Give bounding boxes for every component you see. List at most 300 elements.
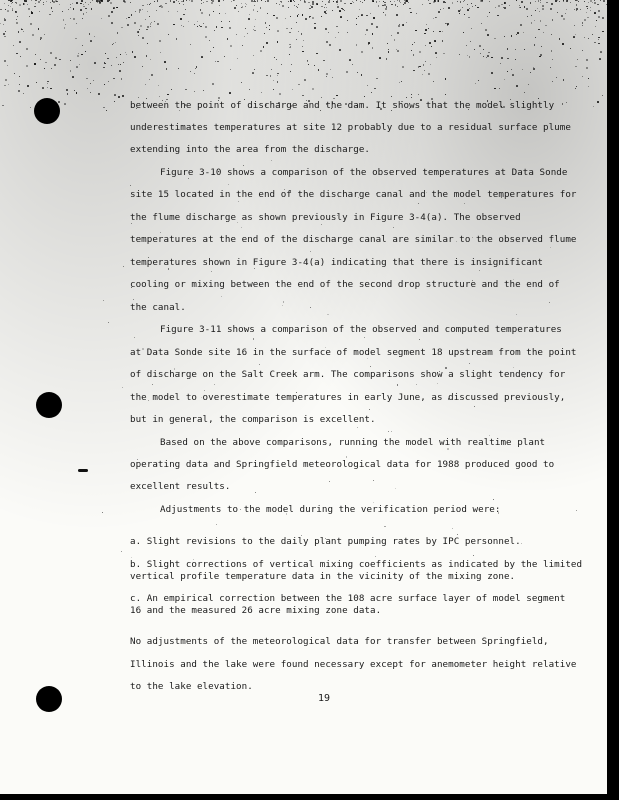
scan-speckle	[469, 56, 471, 58]
scan-speckle	[394, 1, 395, 2]
scan-speckle	[249, 89, 250, 90]
scan-speckle	[335, 37, 336, 38]
scan-speckle	[361, 74, 362, 75]
scan-speckle	[92, 0, 93, 1]
scan-speckle	[159, 96, 160, 97]
scan-speckle	[233, 0, 234, 1]
scan-speckle	[99, 1, 101, 3]
scan-speckle	[64, 103, 66, 105]
scan-speckle	[290, 16, 291, 17]
text-line: Based on the above comparisons, running the model with realtime plant	[160, 437, 546, 448]
scan-speckle	[145, 19, 146, 20]
scan-speckle	[0, 23, 1, 24]
scan-speckle	[577, 59, 578, 60]
scan-speckle	[356, 0, 357, 1]
scan-speckle	[24, 0, 25, 1]
scan-speckle	[442, 40, 444, 42]
scan-speckle	[429, 42, 430, 43]
scan-speckle	[459, 13, 460, 14]
scan-speckle	[511, 69, 512, 70]
scan-speckle	[223, 0, 224, 1]
scan-speckle	[507, 71, 508, 72]
scan-speckle	[282, 305, 283, 306]
scan-speckle	[526, 8, 528, 10]
scan-speckle	[364, 337, 365, 338]
scan-speckle	[234, 0, 235, 1]
scan-speckle	[264, 33, 265, 34]
scan-speckle	[370, 366, 371, 367]
scan-speckle	[350, 3, 352, 5]
scan-speckle	[302, 46, 303, 47]
scan-speckle	[397, 50, 399, 52]
scan-speckle	[5, 9, 6, 10]
scan-speckle	[575, 66, 576, 67]
scan-speckle	[332, 10, 333, 11]
scan-speckle	[586, 67, 588, 69]
scan-speckle	[46, 1, 47, 2]
scan-speckle	[588, 78, 589, 79]
scan-speckle	[168, 34, 169, 35]
scan-speckle	[82, 18, 83, 19]
scan-speckle	[221, 21, 223, 23]
scan-speckle	[422, 74, 423, 75]
scan-speckle	[31, 0, 32, 1]
scan-speckle	[73, 18, 75, 20]
scan-speckle	[530, 2, 531, 3]
scan-speckle	[326, 10, 327, 11]
scan-speckle	[371, 92, 372, 93]
scan-speckle	[146, 98, 147, 99]
scan-speckle	[154, 21, 155, 22]
scan-speckle	[379, 1, 380, 2]
scan-speckle	[308, 2, 310, 4]
scan-speckle	[157, 23, 159, 25]
scan-speckle	[245, 3, 246, 4]
page-number: 19	[318, 693, 331, 704]
scan-speckle	[540, 20, 541, 21]
scan-speckle	[308, 64, 309, 65]
scan-speckle	[12, 2, 13, 3]
scan-speckle	[528, 84, 530, 86]
scan-speckle	[539, 56, 540, 57]
scan-speckle	[147, 4, 148, 5]
scan-speckle	[277, 41, 279, 43]
scan-speckle	[10, 0, 12, 2]
scan-speckle	[221, 27, 223, 29]
scan-speckle	[290, 46, 291, 47]
scan-speckle	[418, 94, 419, 95]
scan-speckle	[238, 201, 239, 202]
scan-speckle	[195, 68, 196, 69]
scan-speckle	[194, 73, 195, 74]
scan-speckle	[21, 29, 22, 30]
scan-speckle	[489, 1, 490, 2]
scan-speckle	[551, 50, 553, 52]
scan-speckle	[356, 18, 357, 19]
list-item: a. Slight revisions to the daily plant pumping rates by IPC personnel.	[130, 536, 521, 547]
scan-speckle	[269, 29, 270, 30]
scan-speckle	[531, 22, 532, 23]
scan-speckle	[247, 33, 248, 34]
scan-speckle	[401, 81, 402, 82]
scan-speckle	[44, 68, 45, 69]
scan-speckle	[336, 95, 338, 97]
scan-speckle	[540, 0, 541, 1]
scan-speckle	[304, 1, 305, 2]
scan-speckle	[487, 16, 488, 17]
scan-speckle	[39, 11, 40, 12]
scan-speckle	[225, 13, 226, 14]
scan-speckle	[98, 93, 100, 95]
scan-speckle	[147, 26, 148, 27]
scan-speckle	[445, 78, 447, 80]
scan-speckle	[25, 0, 27, 2]
scan-speckle	[42, 87, 44, 89]
scan-speckle	[30, 107, 31, 108]
scan-speckle	[425, 29, 427, 31]
scan-speckle	[373, 502, 374, 503]
scan-speckle	[393, 227, 394, 228]
scan-speckle	[397, 384, 398, 385]
scan-speckle	[504, 7, 506, 9]
scan-speckle	[501, 57, 502, 58]
scan-speckle	[365, 34, 366, 35]
scan-speckle	[550, 67, 551, 68]
text-line: temperatures shown in Figure 3-4(a) indicating that there is insignificant	[130, 257, 544, 268]
scan-speckle	[94, 62, 96, 64]
scan-speckle	[123, 266, 124, 267]
scan-speckle	[177, 11, 178, 12]
scan-speckle	[289, 47, 290, 48]
scan-speckle	[183, 14, 185, 16]
scan-speckle	[263, 46, 265, 48]
text-line: between the point of discharge and the dam. It shows that the model slightly	[130, 100, 555, 111]
scan-speckle	[35, 3, 36, 4]
scan-speckle	[110, 2, 112, 4]
scan-speckle	[114, 101, 115, 102]
scan-speckle	[524, 92, 525, 93]
scan-speckle	[16, 53, 17, 54]
scan-speckle	[452, 2, 454, 4]
scan-speckle	[15, 11, 17, 13]
scan-speckle	[385, 14, 387, 16]
list-item: c. An empirical correction between the 108 acre surface layer of model segment	[130, 593, 566, 604]
scan-speckle	[205, 36, 207, 38]
scan-speckle	[181, 1, 183, 3]
punch-hole-top	[34, 98, 60, 124]
scan-speckle	[201, 3, 202, 4]
scan-speckle	[344, 3, 346, 5]
scan-speckle	[411, 50, 412, 51]
scan-speckle	[487, 55, 489, 57]
scan-speckle	[34, 6, 35, 7]
scan-speckle	[254, 69, 255, 70]
scan-speckle	[97, 2, 98, 3]
scan-speckle	[70, 4, 71, 5]
scan-speckle	[592, 34, 593, 35]
scan-speckle	[326, 41, 328, 43]
scan-speckle	[469, 363, 470, 364]
scan-speckle	[570, 48, 571, 49]
scan-speckle	[575, 88, 576, 89]
scan-speckle	[464, 203, 465, 204]
scan-speckle	[185, 9, 186, 10]
scan-speckle	[447, 24, 448, 25]
scan-speckle	[276, 59, 277, 60]
scan-speckle	[520, 7, 521, 8]
scan-speckle	[13, 45, 14, 46]
scan-speckle	[598, 16, 600, 18]
scan-speckle	[467, 55, 468, 56]
text-line: the flume discharge as shown previously in Figure 3-4(a). The observed	[130, 212, 521, 223]
scan-speckle	[179, 3, 180, 4]
scan-speckle	[372, 47, 374, 49]
scan-speckle	[151, 74, 153, 76]
scan-speckle	[586, 59, 588, 61]
scan-speckle	[312, 17, 314, 19]
scan-speckle	[20, 56, 21, 57]
scan-speckle	[436, 57, 437, 58]
scan-speckle	[587, 17, 588, 18]
scan-speckle	[159, 40, 161, 42]
scan-speckle	[504, 36, 505, 37]
scan-speckle	[485, 29, 487, 31]
scan-speckle	[183, 4, 184, 5]
scan-speckle	[27, 4, 29, 6]
scan-speckle	[224, 56, 225, 57]
scan-speckle	[314, 65, 315, 66]
scan-speckle	[403, 24, 404, 25]
scan-speckle	[397, 0, 398, 1]
scan-speckle	[30, 23, 31, 24]
scan-speckle	[494, 88, 496, 90]
scan-speckle	[273, 80, 274, 81]
scan-speckle	[113, 7, 115, 9]
scan-speckle	[539, 11, 540, 12]
scan-speckle	[104, 84, 105, 85]
scan-speckle	[40, 39, 41, 40]
scan-speckle	[161, 6, 163, 8]
scan-speckle	[435, 17, 436, 18]
scan-speckle	[18, 31, 20, 33]
scan-speckle	[271, 160, 272, 161]
scan-speckle	[471, 28, 472, 29]
scan-speckle	[592, 2, 593, 3]
scan-speckle	[462, 7, 463, 8]
scan-speckle	[307, 61, 308, 62]
scan-speckle	[434, 0, 436, 2]
scan-speckle	[347, 20, 348, 21]
scan-speckle	[411, 94, 412, 95]
scan-speckle	[347, 32, 348, 33]
scan-speckle	[121, 27, 122, 28]
scan-speckle	[168, 11, 169, 12]
scan-speckle	[53, 1, 55, 3]
scan-speckle	[290, 71, 291, 72]
scan-edge-bottom	[0, 794, 619, 800]
scan-speckle	[424, 70, 425, 71]
scan-speckle	[62, 11, 63, 12]
scan-speckle	[524, 49, 525, 50]
scan-speckle	[474, 406, 475, 407]
scan-speckle	[517, 32, 519, 34]
scan-speckle	[598, 39, 599, 40]
scan-speckle	[80, 9, 82, 11]
scan-speckle	[521, 1, 523, 3]
scan-speckle	[116, 57, 118, 59]
scan-speckle	[51, 68, 52, 69]
scan-speckle	[210, 51, 211, 52]
scan-speckle	[452, 528, 453, 529]
scan-speckle	[562, 103, 563, 104]
scan-speckle	[586, 12, 587, 13]
scan-speckle	[281, 64, 282, 65]
scan-speckle	[368, 44, 369, 45]
scan-speckle	[10, 6, 11, 7]
scan-speckle	[460, 9, 461, 10]
scan-speckle	[357, 427, 358, 428]
scan-speckle	[280, 1, 281, 2]
scan-speckle	[45, 62, 47, 64]
scan-speckle	[362, 2, 364, 4]
scan-speckle	[563, 18, 565, 20]
scan-speckle	[431, 46, 432, 47]
scan-speckle	[576, 10, 578, 12]
scan-speckle	[244, 36, 245, 37]
scan-speckle	[43, 2, 44, 3]
scan-speckle	[584, 37, 585, 38]
scan-speckle	[108, 322, 109, 323]
scan-speckle	[500, 63, 501, 64]
scan-speckle	[425, 45, 426, 46]
scan-speckle	[165, 3, 167, 5]
scan-speckle	[310, 5, 311, 6]
scan-speckle	[201, 56, 203, 58]
scan-speckle	[254, 26, 255, 27]
scan-speckle	[108, 81, 109, 82]
scan-speckle	[509, 5, 510, 6]
scan-speckle	[54, 64, 56, 66]
scan-speckle	[481, 23, 482, 24]
scan-speckle	[472, 6, 473, 7]
scan-speckle	[430, 64, 431, 65]
scan-speckle	[416, 13, 417, 14]
scan-speckle	[251, 0, 252, 1]
scan-speckle	[488, 52, 490, 54]
scan-speckle	[504, 2, 506, 4]
scan-speckle	[8, 84, 9, 85]
scan-speckle	[594, 42, 595, 43]
scan-speckle	[358, 16, 359, 17]
scan-speckle	[561, 15, 563, 17]
scan-speckle	[445, 94, 446, 95]
scan-speckle	[231, 1, 232, 2]
scan-speckle	[291, 28, 292, 29]
scan-speckle	[302, 95, 303, 96]
scan-speckle	[383, 12, 384, 13]
scan-speckle	[271, 69, 272, 70]
scan-speckle	[470, 41, 471, 42]
scan-speckle	[255, 19, 256, 20]
scan-speckle	[201, 0, 202, 1]
scan-speckle	[126, 54, 127, 55]
scan-speckle	[227, 38, 229, 40]
scan-speckle	[219, 13, 220, 14]
scan-speckle	[218, 0, 220, 2]
scan-speckle	[390, 1, 391, 2]
scan-speckle	[236, 34, 237, 35]
scan-speckle	[294, 1, 295, 2]
scan-speckle	[602, 17, 604, 19]
scan-speckle	[515, 59, 516, 60]
scan-speckle	[237, 58, 238, 59]
scan-speckle	[89, 33, 90, 34]
scan-speckle	[343, 9, 344, 10]
scan-speckle	[81, 0, 83, 2]
scan-speckle	[587, 8, 588, 9]
scan-speckle	[533, 68, 535, 70]
scan-speckle	[19, 84, 20, 85]
scan-speckle	[4, 3, 5, 4]
scan-speckle	[296, 22, 297, 23]
scan-speckle	[73, 8, 74, 9]
scan-speckle	[438, 0, 440, 2]
scan-speckle	[156, 10, 157, 11]
text-line: Illinois and the lake were found necessary except for anemometer height relative	[130, 659, 577, 670]
scan-speckle	[255, 492, 256, 493]
scan-speckle	[203, 23, 205, 25]
text-line: site 15 located in the end of the discharge canal and the model temperatures for	[130, 189, 577, 200]
scan-speckle	[340, 16, 342, 18]
scan-speckle	[371, 23, 373, 25]
scan-speckle	[90, 40, 92, 42]
scan-speckle	[482, 0, 483, 1]
scan-speckle	[205, 26, 207, 28]
scan-speckle	[49, 14, 50, 15]
scan-speckle	[19, 4, 21, 6]
scan-speckle	[489, 12, 490, 13]
scan-speckle	[428, 73, 430, 75]
scan-speckle	[211, 271, 212, 272]
scan-speckle	[321, 97, 322, 98]
scan-speckle	[283, 301, 284, 302]
scan-speckle	[253, 55, 254, 56]
scan-speckle	[7, 10, 9, 12]
scan-speckle	[219, 5, 220, 6]
scan-speckle	[246, 4, 247, 5]
scan-speckle	[586, 6, 588, 8]
scan-speckle	[474, 49, 475, 50]
scan-speckle	[196, 66, 198, 68]
scan-speckle	[538, 98, 539, 99]
scan-speckle	[139, 29, 140, 30]
scan-speckle	[51, 7, 53, 9]
scan-speckle	[150, 23, 152, 25]
scan-speckle	[312, 3, 314, 5]
scan-speckle	[298, 14, 299, 15]
scan-speckle	[321, 6, 322, 7]
scan-speckle	[19, 41, 21, 43]
scan-speckle	[230, 45, 232, 47]
scan-speckle	[114, 94, 116, 96]
scan-speckle	[584, 19, 586, 21]
scan-speckle	[253, 338, 254, 339]
scan-speckle	[594, 2, 596, 4]
scan-speckle	[582, 22, 584, 24]
scan-speckle	[375, 556, 376, 557]
scan-speckle	[190, 71, 191, 72]
scan-speckle	[122, 387, 123, 388]
